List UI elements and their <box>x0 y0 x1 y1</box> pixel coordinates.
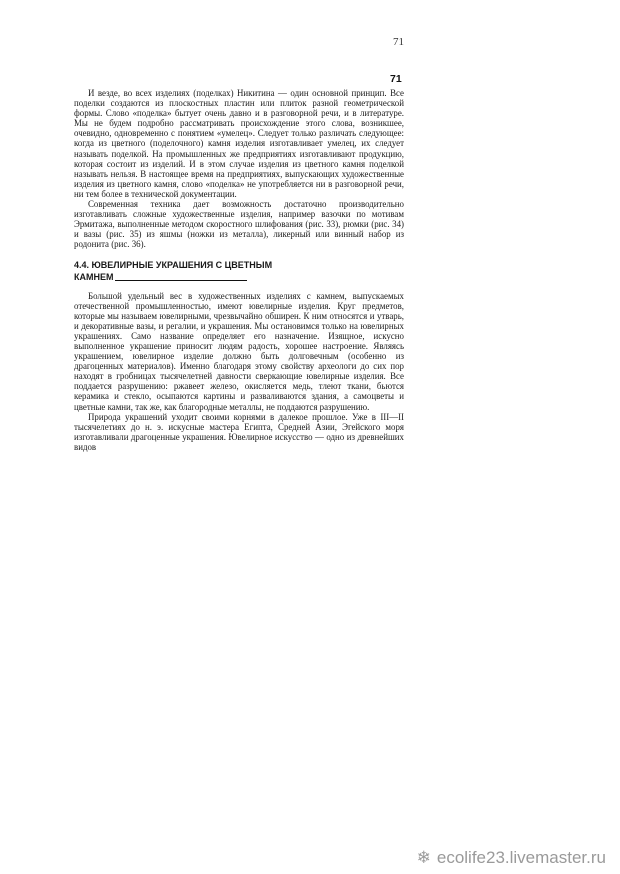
section-heading <box>74 259 404 283</box>
paragraph-history: Природа украшений уходит своими корнями в далекое прошлое. Уже в III—II тысячелетиях до н. э. искусные мастера Египта, Средней Азии, Эгейского моря изготавливали драгоценные украшения. Ювелирное искусство — одно из древнейших видов <box>74 411 404 452</box>
page-body <box>74 88 404 452</box>
heading-underline <box>115 280 247 281</box>
page-number-header: 71 <box>393 36 404 48</box>
section-heading-line1: 4.4. ЮВЕЛИРНЫЕ УКРАШЕНИЯ С ЦВЕТНЫМ <box>74 259 273 270</box>
paragraph-jewelry: Большой удельный вес в художественных изделиях с камнем, выпускаемых отечественной промышленностью, имеют ювелирные изделия. Круг предметов, которые мы называем ювелирными, чрезвычайно обширен. К ним относятся и утварь, и декоративные вазы, и регалии, и украшения. Мы остановимся только на ювелирных украшениях. Само название определяет его назначение. Изящное, искусно выполненное украшение приносит людям радость, хорошее настроение. Являясь украшением, ювелирное изделие должно быть долговечным (особенно из драгоценных материалов). Именно благодаря этому свойству археологи до сих пор находят в гробницах тысячелетней давности сверкающие ювелирные изделия. Все поддается разрушению: ржавеет железо, окисляется медь, тлеют ткани, бьются керамика и стекло, осыпаются картины и разваливаются здания, а самоцветы и цветные камни, так же, как благородные металлы, не поддаются разрушению. <box>74 290 404 412</box>
section-heading-line2: КАМНЕМ <box>74 271 114 282</box>
page-number-bold: 71 <box>390 73 402 85</box>
section-heading-line2-wrap <box>74 271 404 283</box>
watermark <box>417 848 606 868</box>
snowflake-icon: ❄ <box>416 848 431 867</box>
paragraph-modern-technique: Современная техника дает возможность достаточно производительно изготавливать сложные художественные изделия, например вазочки по мотивам Эрмитажа, выполненные методом скоростного шлифования (рис. 33), рюмки (рис. 34) и вазы (рис. 35) из яшмы (ножки из металла), ликерный или винный набор из родонита (рис. 36). <box>74 199 404 250</box>
watermark-text: ecolife23.livemaster.ru <box>436 848 606 867</box>
paragraph-nikitin: И везде, во всех изделиях (поделках) Никитина — один основной принцип. Все поделки создаются из плоскостных пластин или плиток разной геометрической формы. Слово «поделка» бытует очень давно и в разговорной речи, и в литературе. Мы не будем подробно рассматривать происхождение этого слова, возникшее, очевидно, одновременно с понятием «умелец». Следует только различать следующее: когда из цветного (поделочного) камня изделия изготавливает умелец, их следует называть поделкой. На промышленных же предприятиях изготавливают продукцию, которая состоит из изделий. И в этом случае изделия из цветного камня поделкой называть нельзя. В настоящее время на предприятиях, выпускающих художественные изделия из цветного камня, слово «поделка» не употребляется ни в разговорной речи, ни тем более в технической документации. <box>74 88 404 199</box>
